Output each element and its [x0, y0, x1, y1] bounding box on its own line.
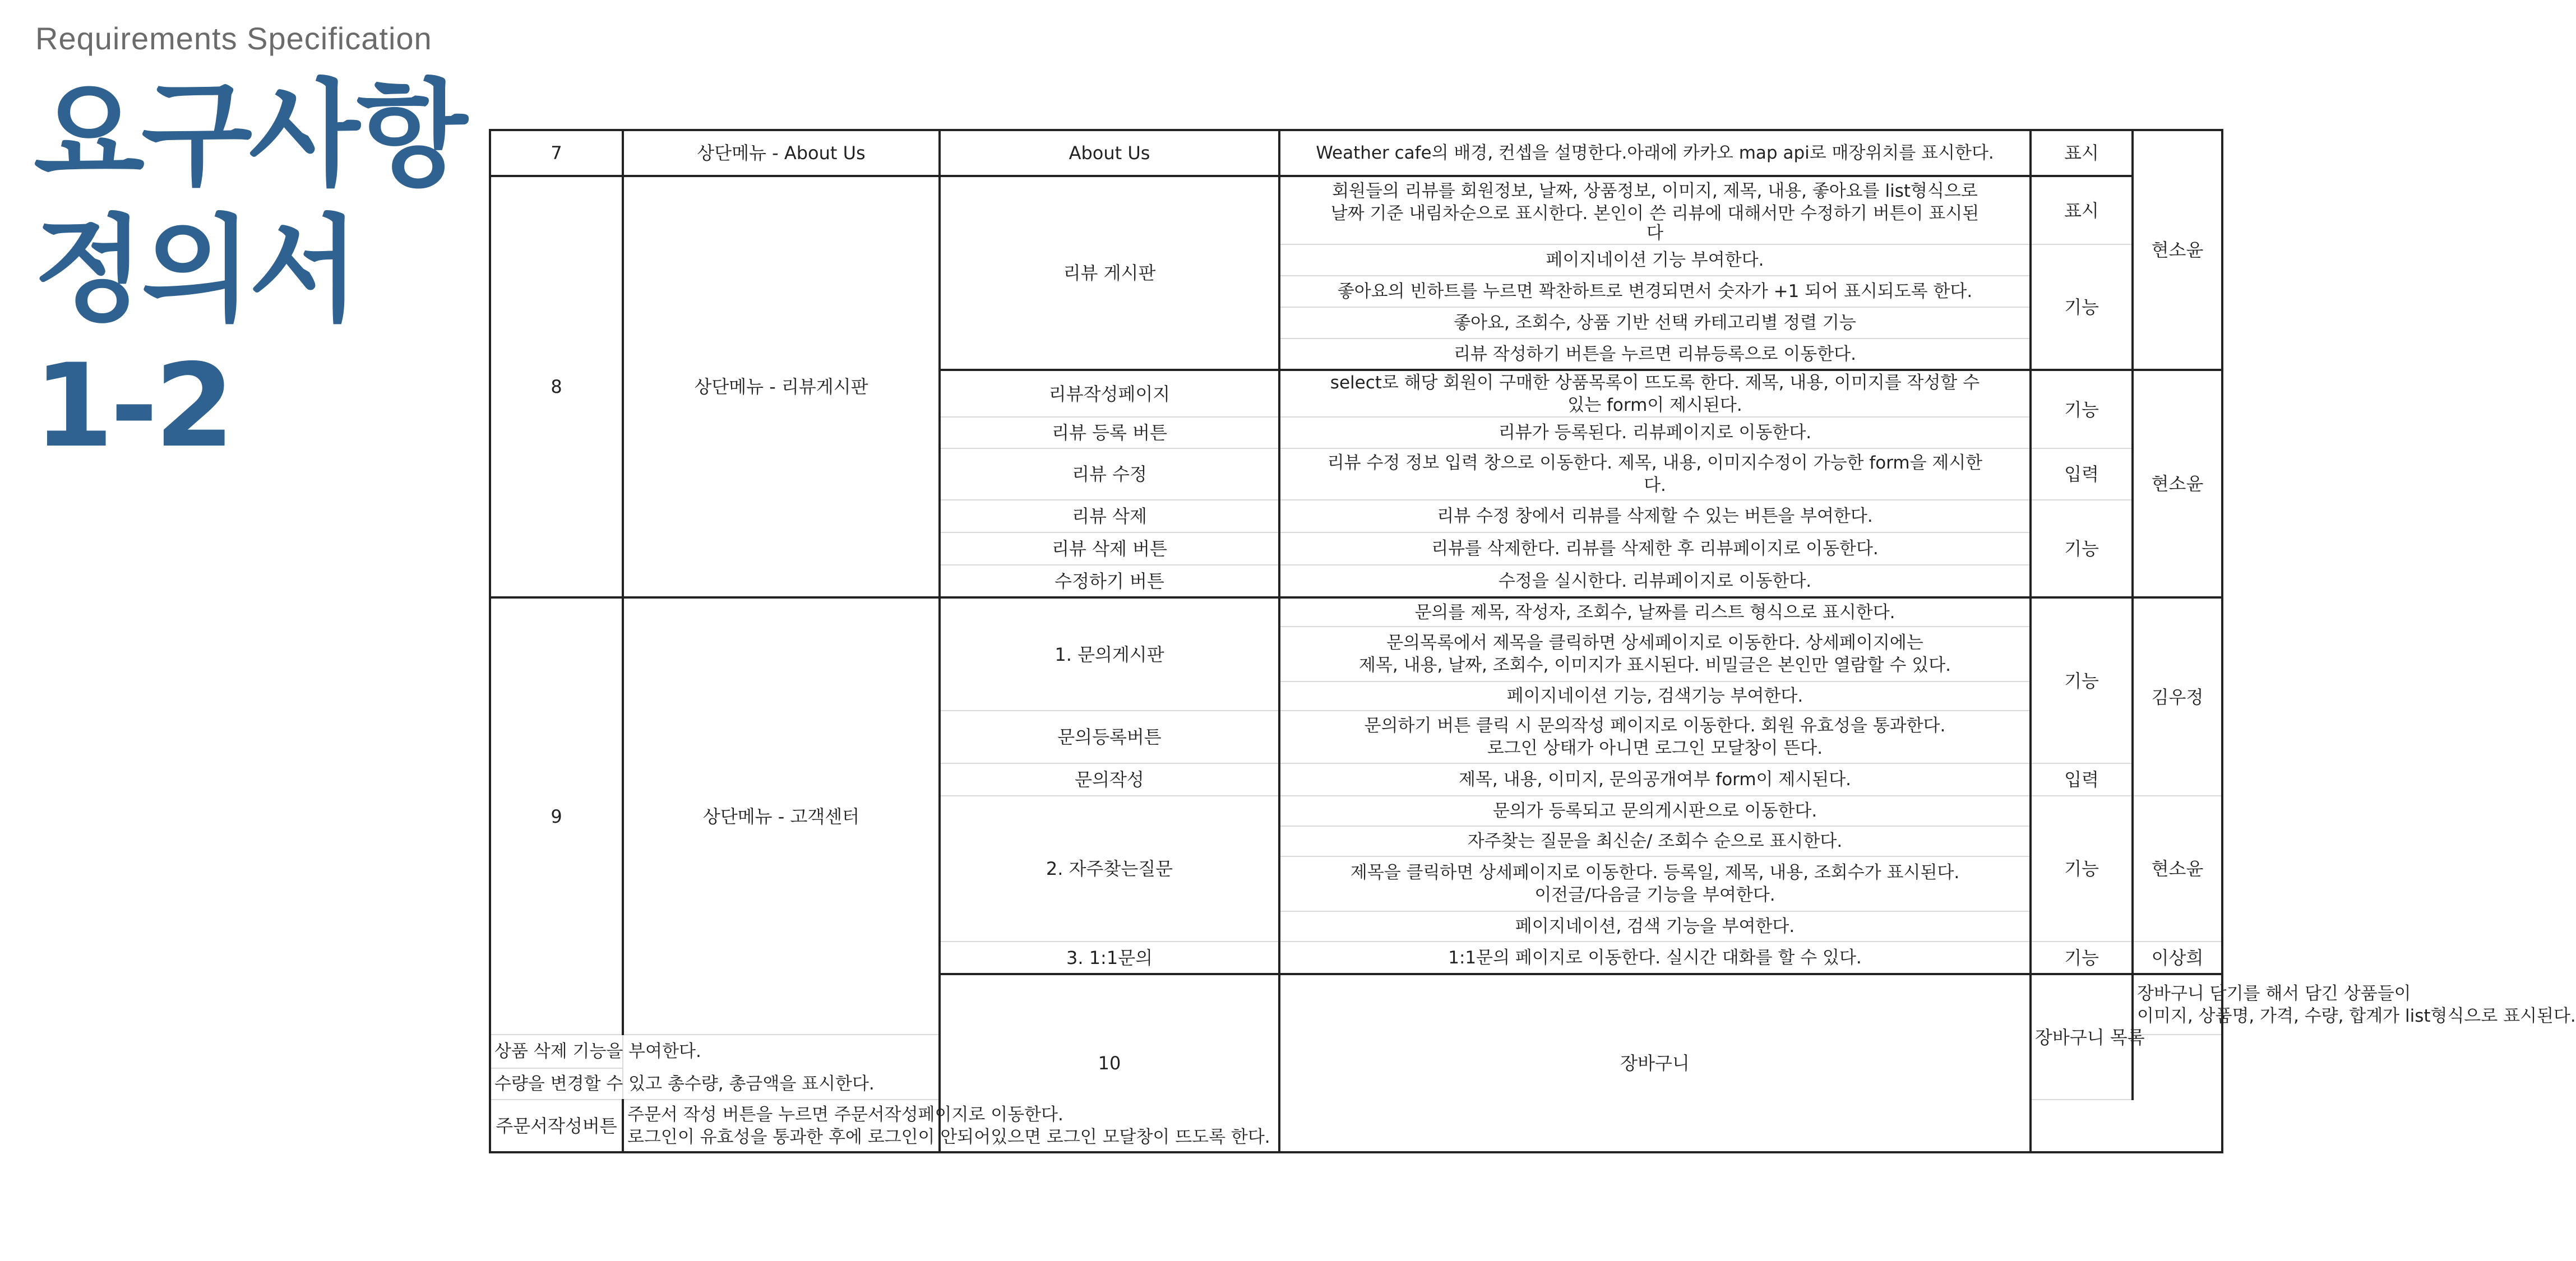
req-item: 리뷰 게시판	[940, 176, 1279, 370]
table-row	[490, 130, 2222, 176]
req-item: 문의작성	[940, 763, 1279, 796]
req-no: 8	[490, 176, 623, 597]
req-menu: 상단메뉴 - 고객센터	[623, 597, 940, 1035]
req-owner: 현소윤	[2133, 130, 2222, 370]
req-desc: 페이지네이션 기능, 검색기능 부여한다.	[1279, 682, 2031, 711]
req-desc: 리뷰 수정 창에서 리뷰를 삭제할 수 있는 버튼을 부여한다.	[1279, 500, 2031, 532]
req-type: 입력	[2031, 763, 2133, 796]
req-desc	[1279, 448, 2031, 500]
req-item: 리뷰 등록 버튼	[940, 417, 1279, 448]
req-item: 1. 문의게시판	[940, 597, 1279, 711]
req-no: 7	[490, 130, 623, 176]
req-type: 표시	[2031, 130, 2133, 176]
req-desc	[2133, 974, 2576, 1035]
req-desc	[1279, 370, 2031, 417]
req-type: 기능	[2031, 370, 2133, 448]
req-item: 수정하기 버튼	[940, 565, 1279, 597]
desc-line: 로그인 상태가 아니면 로그인 모달창이 뜬다.	[1487, 738, 1823, 758]
desc-line: 문의하기 버튼 클릭 시 문의작성 페이지로 이동한다. 회원 유효성을 통과한다.	[1364, 716, 1946, 736]
req-desc: 리뷰 작성하기 버튼을 누르면 리뷰등록으로 이동한다.	[1279, 339, 2031, 370]
desc-line: 주문서 작성 버튼을 누르면 주문서작성페이지로 이동한다.	[627, 1104, 1063, 1125]
req-type: 기능	[2031, 244, 2133, 370]
req-menu: 상단메뉴 - About Us	[623, 130, 940, 176]
req-desc: 제목, 내용, 이미지, 문의공개여부 form이 제시된다.	[1279, 763, 2031, 796]
title-line-1: 요구사항	[34, 68, 465, 202]
req-desc: 자주찾는 질문을 최신순/ 조회수 순으로 표시한다.	[1279, 826, 2031, 856]
req-desc: 좋아요, 조회수, 상품 기반 선택 카테고리별 정렬 기능	[1279, 307, 2031, 339]
req-desc	[1279, 176, 2031, 244]
req-item: 리뷰 삭제	[940, 500, 1279, 532]
req-item: 문의등록버튼	[940, 711, 1279, 763]
req-item: 리뷰작성페이지	[940, 370, 1279, 417]
req-desc: 좋아요의 빈하트를 누르면 꽉찬하트로 변경되면서 숫자가 +1 되어 표시되도록 한다.	[1279, 276, 2031, 307]
req-item: 2. 자주찾는질문	[940, 796, 1279, 942]
req-desc: 페이지네이션, 검색 기능을 부여한다.	[1279, 911, 2031, 942]
req-desc: 문의를 제목, 작성자, 조회수, 날짜를 리스트 형식으로 표시한다.	[1279, 597, 2031, 627]
req-desc: 상품 삭제 기능을 부여한다.	[490, 1035, 623, 1068]
req-item: About Us	[940, 130, 1279, 176]
req-owner: 김우정	[2133, 597, 2222, 796]
desc-line: 다	[1647, 222, 1663, 243]
req-type: 기능	[2031, 500, 2133, 597]
req-owner: 현소윤	[2133, 796, 2222, 942]
req-desc: 문의가 등록되고 문의게시판으로 이동한다.	[1279, 796, 2031, 826]
requirements-table	[489, 129, 2576, 1153]
req-desc: 리뷰가 등록된다. 리뷰페이지로 이동한다.	[1279, 417, 2031, 448]
desc-line: 있는 form이 제시된다.	[1567, 395, 1742, 415]
desc-line: 이전글/다음글 기능을 부여한다.	[1534, 885, 1775, 905]
req-owner: 현소윤	[2133, 370, 2222, 597]
desc-line: 다.	[1644, 475, 1666, 495]
req-item: 리뷰 수정	[940, 448, 1279, 500]
req-desc: Weather cafe의 배경, 컨셉을 설명한다.아래에 카카오 map api로 매장위치를 표시한다.	[1279, 130, 2031, 176]
req-item: 3. 1:1문의	[940, 942, 1279, 974]
title-line-3: 1-2	[34, 340, 232, 473]
req-desc: 수정을 실시한다. 리뷰페이지로 이동한다.	[1279, 565, 2031, 597]
req-item: 장바구니 목록	[2031, 974, 2133, 1100]
req-desc	[623, 1100, 1270, 1152]
desc-line: 이미지, 상품명, 가격, 수량, 합계가 list형식으로 표시된다.	[2137, 1005, 2576, 1026]
desc-line: 날짜 기준 내림차순으로 표시한다. 본인이 쓴 리뷰에 대해서만 수정하기 버튼이 표시된	[1330, 203, 1980, 224]
req-desc: 리뷰를 삭제한다. 리뷰를 삭제한 후 리뷰페이지로 이동한다.	[1279, 532, 2031, 565]
subtitle: Requirements Specification	[35, 21, 432, 56]
desc-line: 회원들의 리뷰를 회원정보, 날짜, 상품정보, 이미지, 제목, 내용, 좋아요를 list형식으로	[1332, 180, 1978, 201]
req-type: 표시	[2031, 176, 2133, 244]
desc-line: 장바구니 담기를 해서 담긴 상품들이	[2137, 983, 2411, 1004]
req-item: 리뷰 삭제 버튼	[940, 532, 1279, 565]
desc-line: 로그인이 유효성을 통과한 후에 로그인이 안되어있으면 로그인 모달창이 뜨도록 한다.	[627, 1126, 1270, 1147]
req-type: 기능	[2031, 796, 2133, 942]
req-owner: 이상희	[2133, 942, 2222, 974]
req-desc: 페이지네이션 기능 부여한다.	[1279, 244, 2031, 276]
req-item: 주문서작성버튼	[490, 1100, 623, 1152]
req-desc: 1:1문의 페이지로 이동한다. 실시간 대화를 할 수 있다.	[1279, 942, 2031, 974]
page-title	[34, 67, 464, 474]
req-desc: 수량을 변경할 수 있고 총수량, 총금액을 표시한다.	[490, 1068, 623, 1100]
req-no: 10	[940, 974, 1279, 1152]
desc-line: 제목을 클릭하면 상세페이지로 이동한다. 등록일, 제목, 내용, 조회수가 표시된다.	[1350, 863, 1960, 883]
req-type: 기능	[2031, 942, 2133, 974]
req-type: 입력	[2031, 448, 2133, 500]
req-type: 기능	[2031, 597, 2133, 763]
req-desc	[1279, 627, 2031, 682]
table-row	[490, 176, 2222, 244]
desc-line: 리뷰 수정 정보 입력 창으로 이동한다. 제목, 내용, 이미지수정이 가능한 form을 제시한	[1327, 453, 1983, 473]
req-desc	[1279, 856, 2031, 911]
table-row	[490, 597, 2222, 627]
req-menu: 상단메뉴 - 리뷰게시판	[623, 176, 940, 597]
desc-line: select로 해당 회원이 구매한 상품목록이 뜨도록 한다. 제목, 내용, 이미지를 작성할 수	[1330, 372, 1980, 393]
desc-line: 제목, 내용, 날짜, 조회수, 이미지가 표시된다. 비밀글은 본인만 열람할 수 있다.	[1358, 655, 1951, 675]
title-line-2: 정의서	[34, 204, 357, 337]
desc-line: 문의목록에서 제목을 클릭하면 상세페이지로 이동한다. 상세페이지에는	[1386, 633, 1923, 653]
req-no: 9	[490, 597, 623, 1035]
req-menu: 장바구니	[1279, 974, 2031, 1152]
req-desc	[1279, 711, 2031, 763]
